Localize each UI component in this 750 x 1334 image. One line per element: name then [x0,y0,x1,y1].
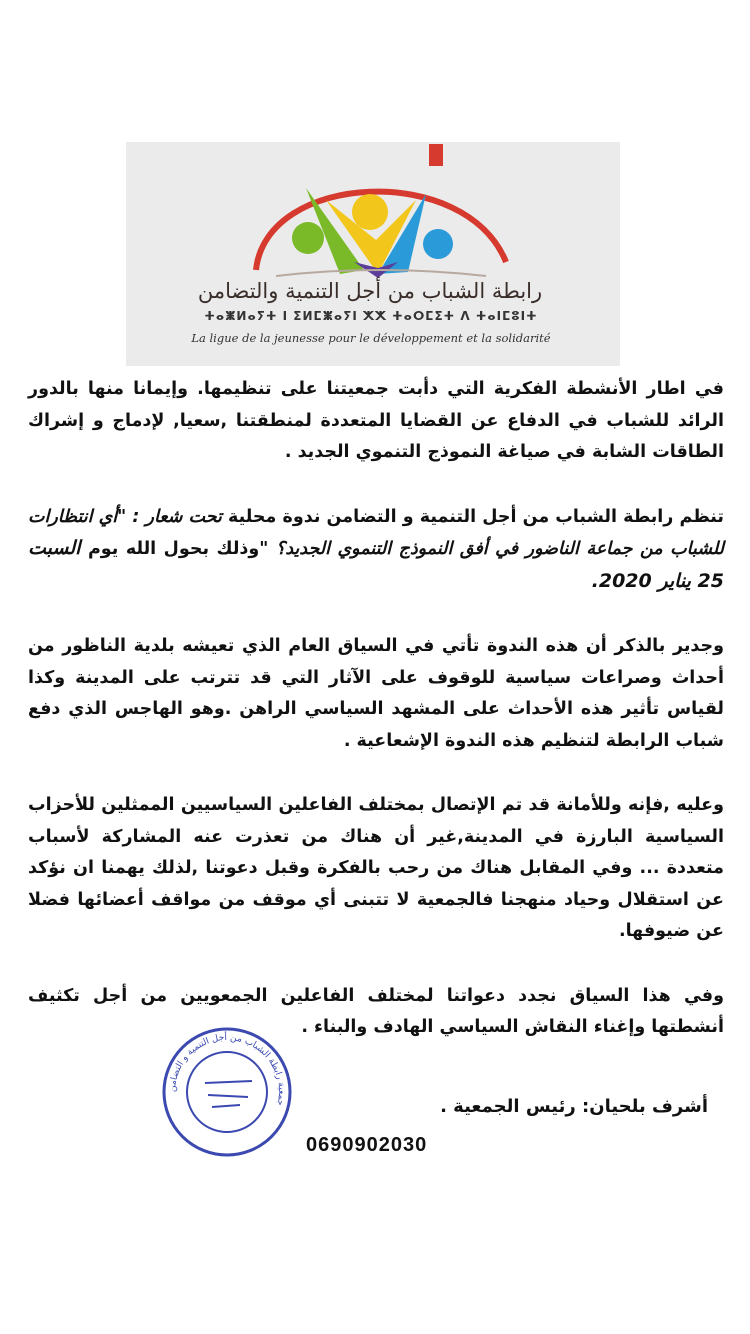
event-intro: تنظم رابطة الشباب من أجل التنمية و التضامن ندوة محلية [221,506,724,527]
paragraph-context: وجدير بالذكر أن هذه الندوة تأتي في السياق العام الذي تعيشه بلدية الناظور من أحداث وصراعات سياسية للوقوف على الآثار التي قد تترتب على المدينة وكذا لقياس تأثير هذه الأحداث على المشهد السياسي الراهن .وهو الهاجس الذي دفع شباب الرابطة لتنظيم هذه الندوة الإشعاعية . [28,636,724,751]
logo-head-green [292,222,324,254]
logo-arabic-name: رابطة الشباب من أجل التنمية والتضامن [197,279,543,303]
logo-head-yellow [352,194,388,230]
logo-head-blue [423,229,453,259]
event-date: السبت 25 يناير 2020. [28,537,724,592]
paragraph-invitations: وعليه ,فإنه وللأمانة قد تم الإتصال بمختلف الفاعلين السياسيين الممثلين للأحزاب السياسية البارزة في المدينة,غير أن هناك من تعذرت عنه المشاركة لأسباب متعددة ... وفي المقابل هناك من رحب بالفكرة وقبل دعوتنا ,لذلك يهمنا ان نؤكد عن استقلال وحياد منهجنا فالجمعية لا تتبنى أي موقف من مواقف أعضائها فضلا عن ضيوفها. [28,795,724,941]
stamp-text: جمعية رابطة الشباب من أجل التنمية و التضامن [167,1032,287,1107]
signature-line: أشرف بلحيان: رئيس الجمعية . [440,1096,708,1117]
paragraph-intro: في اطار الأنشطة الفكرية التي دأبت جمعيتنا على تنظيمها. وإيمانا منها بالدور الرائد للشباب في الدفاع عن القضايا المتعددة لمنطقتنا ,سعيا, لإدماج و إشراك الطاقات الشابة في صياغة النموذج التنموي الجديد . [28,379,724,462]
paragraph-closing: وفي هذا السياق نجدد دعواتنا لمختلف الفاعلين الجمعويين من أجل تكثيف أنشطتها وإغناء النقاش السياسي الهادف والبناء . [28,985,724,1037]
phone-number: 0690902030 [306,1134,428,1156]
logo-french-name: La ligue de la jeunesse pour le développement et la solidarité [191,331,551,345]
event-tail: وذلك بحول الله يوم [80,539,260,559]
association-stamp [160,1025,294,1159]
letter-body [28,374,724,1077]
association-logo [126,142,620,366]
paragraph-event [28,502,724,599]
event-slogan: تحت شعار : "أي انتظارات للشباب من جماعة الناضور في أفق النموذج التنموي الجديد؟ " [28,506,724,559]
logo-tifinagh-name: ⵜⴰⵥⵍⴰⵢⵜ ⵏ ⵉⵍⵎⵥⴰⵢⵏ ⵅⵅ ⵜⴰⵔⵎⵉⵜ ⴷ ⵜⴰⵏⵎⵓⵏⵜ [204,309,538,323]
logo-chimney [429,144,443,166]
